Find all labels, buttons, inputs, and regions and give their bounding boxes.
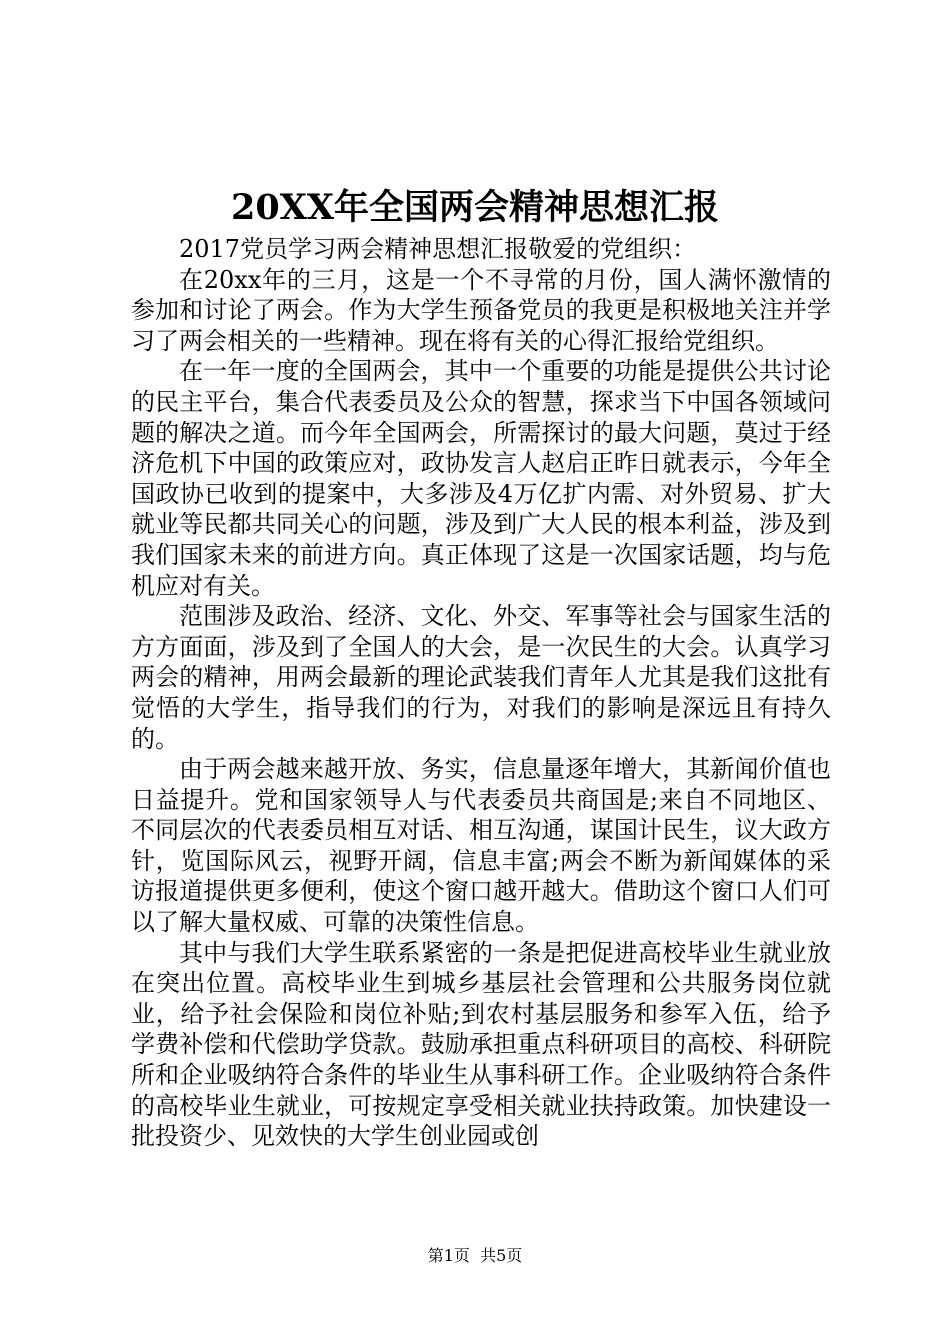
paragraph: 由于两会越来越开放、务实，信息量逐年增大，其新闻价值也日益提升。党和国家领导人与代表委员共商国是;来自不同地区、不同层次的代表委员相互对话、相互沟通，谋国计民生，议大政方针，览国际风云，视野开阔，信息丰富;两会不断为新闻媒体的采访报道提供更多便利，使这个窗口越开越大。借助这个窗口人们可以了解大量权威、可靠的决策性信息。: [131, 755, 831, 937]
document-body: [131, 234, 831, 1152]
paragraph: 2017党员学习两会精神思想汇报敬爱的党组织：: [179, 235, 697, 263]
paragraph: 范围涉及政治、经济、文化、外交、军事等社会与国家生活的方方面面，涉及到了全国人的大会，是一次民生的大会。认真学习两会的精神，用两会最新的理论武装我们青年人尤其是我们这批有觉悟的大学生，指导我们的行为，对我们的影响是深远且有持久的。: [131, 602, 831, 753]
paragraph: 其中与我们大学生联系紧密的一条是把促进高校毕业生就业放在突出位置。高校毕业生到城乡基层社会管理和公共服务岗位就业，给予社会保险和岗位补贴;到农村基层服务和参军入伍，给予学费补偿和代偿助学贷款。鼓励承担重点科研项目的高校、科研院所和企业吸纳符合条件的毕业生从事科研工作。企业吸纳符合条件的高校毕业生就业，可按规定享受相关就业扶持政策。加快建设一批投资少、见效快的大学生创业园或创: [131, 938, 831, 1151]
paragraph: 在一年一度的全国两会，其中一个重要的功能是提供公共讨论的民主平台，集合代表委员及公众的智慧，探求当下中国各领域问题的解决之道。而今年全国两会，所需探讨的最大问题，莫过于经济危机下中国的政策应对，政协发言人赵启正昨日就表示，今年全国政协已收到的提案中，大多涉及4万亿扩内需、对外贸易、扩大就业等民都共同关心的问题，涉及到广大人民的根本利益，涉及到我们国家未来的前进方向。真正体现了这是一次国家话题，均与危机应对有关。: [131, 357, 831, 600]
page-number: 第1页 共5页: [427, 1246, 523, 1265]
page-footer: [0, 1245, 950, 1267]
paragraph: 在20xx年的三月，这是一个不寻常的月份，国人满怀激情的参加和讨论了两会。作为大学生预备党员的我更是积极地关注并学习了两会相关的一些精神。现在将有关的心得汇报给党组织。: [131, 265, 831, 355]
document-title: 20XX年全国两会精神思想汇报: [230, 187, 720, 228]
